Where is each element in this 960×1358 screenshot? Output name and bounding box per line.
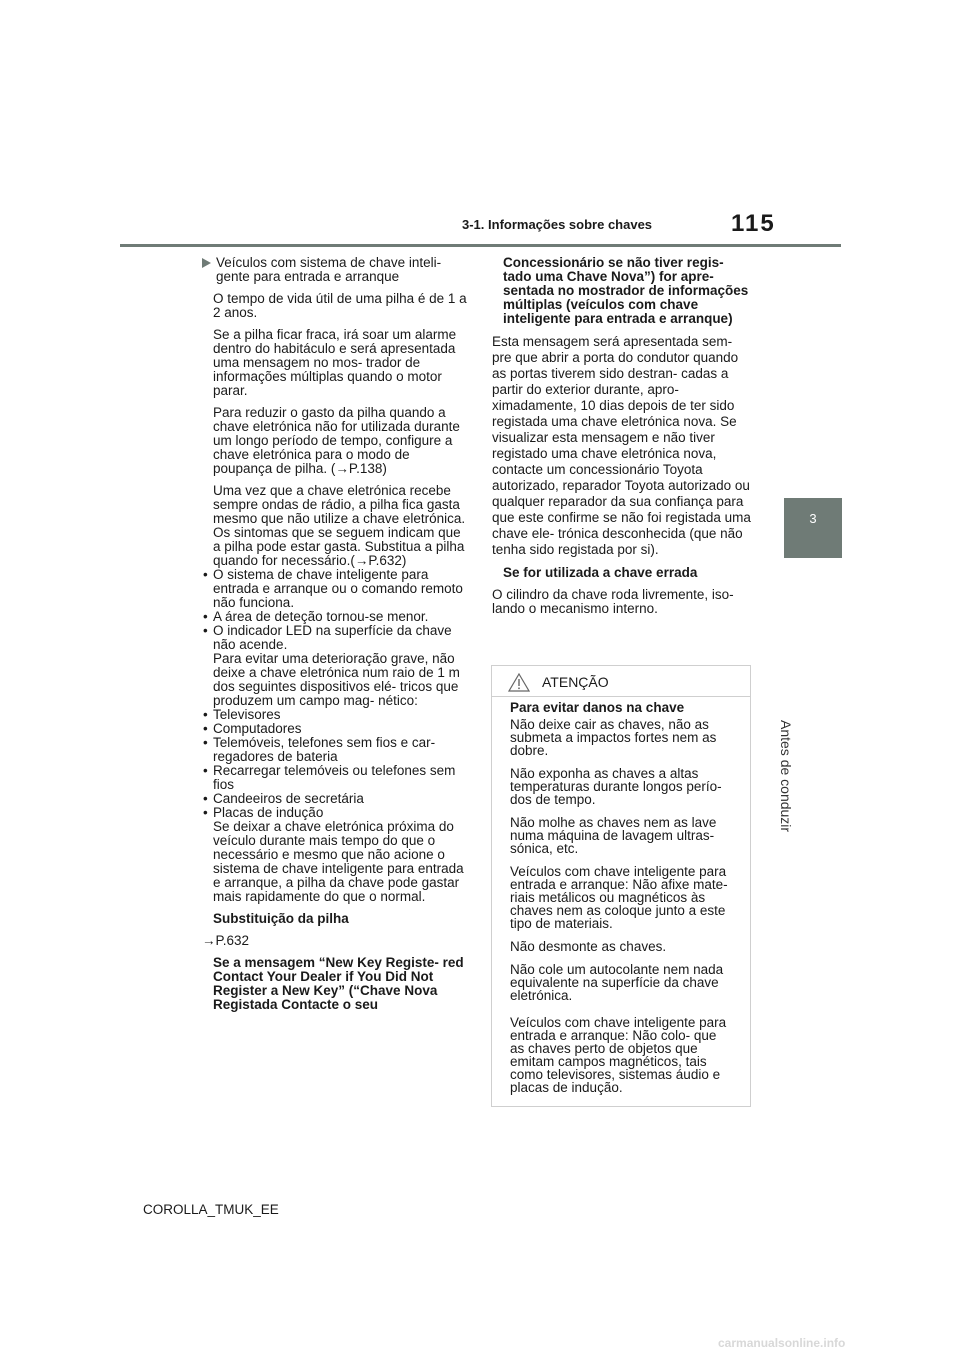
- section-heading: Veículos com sistema de chave inteli- gente para entrada e arranque: [202, 256, 470, 284]
- page-reference[interactable]: →P.632: [202, 933, 250, 948]
- warning-item: Não deixe cair as chaves, não as submeta a impactos fortes nem as dobre.: [510, 717, 717, 758]
- list-item: • Computadores: [202, 722, 470, 736]
- paragraph: O cilindro da chave roda livremente, iso- lando o mecanismo interno.: [492, 587, 734, 616]
- warning-item: Não exponha as chaves a altas temperaturas durante longos perío- dos de tempo.: [510, 766, 722, 807]
- list-item: • Telemóveis, telefones sem fios e car- regadores de bateria: [202, 736, 470, 764]
- paragraph: Esta mensagem será apresentada sem- pre que abrir a porta do condutor quando as portas tiverem sido destran- cadas a partir do exterior durante, apro- ximadamente, 10 dias depois de ter sido registada uma chave eletrónica nova. Se visualizar esta mensagem e não tiver registado uma chave eletrónica nova, contacte um concessionário Toyota autorizado, reparador Toyota autorizado ou qualquer reparador da sua confiança para que este confirme se não foi registada uma chave ele- trónica desconhecida (que não tenha sido registada por si).: [492, 334, 751, 557]
- list-item: • O indicador LED na superfície da chave não acende.: [202, 624, 470, 652]
- warning-item: Veículos com chave inteligente para entrada e arranque: Não colo- que as chaves perto de objetos que emitam campos magnéticos, tais como televisores, sistemas áudio e placas de indução.: [510, 1015, 727, 1095]
- paragraph: Se deixar a chave eletrónica próxima do veículo durante mais tempo do que o necessário e mesmo que não acione o sistema de chave inteligente para entrada e arranque, a pilha da chave pode gastar mais rapidamente do que o normal.: [213, 819, 464, 904]
- list-item: • A área de deteção tornou-se menor.: [202, 610, 470, 624]
- header-divider: [120, 244, 841, 247]
- warning-box: [491, 665, 751, 1107]
- paragraph: O tempo de vida útil de uma pilha é de 1 a 2 anos.: [213, 291, 467, 320]
- symptom-list: [202, 568, 470, 652]
- list-item: • Candeeiros de secretária: [202, 792, 470, 806]
- warning-item: Não desmonte as chaves.: [510, 939, 667, 954]
- chapter-tab[interactable]: 3: [784, 498, 842, 558]
- paragraph: Para evitar uma deterioração grave, não deixe a chave eletrónica num raio de 1 m dos seguintes dispositivos elé- tricos que produzem um campo mag- nético:: [213, 651, 460, 708]
- chapter-title: Antes de conduzir: [778, 720, 794, 833]
- paragraph: Para reduzir o gasto da pilha quando a chave eletrónica não for utilizada durante um longo período de tempo, configure a chave eletrónica para o modo de poupança de pilha. (→P.138): [213, 405, 460, 476]
- warning-item: Não cole um autocolante nem nada equivalente na superfície da chave eletrónica.: [510, 962, 724, 1003]
- warning-item: Não molhe as chaves nem as lave numa máquina de lavagem ultras- sónica, etc.: [510, 815, 717, 856]
- triangle-bullet-icon: [202, 258, 211, 268]
- warning-header: [492, 666, 750, 697]
- right-column: [492, 256, 754, 624]
- left-column: [202, 256, 470, 1012]
- list-item: • Placas de indução: [202, 806, 470, 820]
- subheading: Se for utilizada a chave errada: [503, 565, 698, 580]
- warning-title: ATENÇÃO: [542, 674, 609, 690]
- subheading: Substituição da pilha: [213, 911, 349, 926]
- list-item: • Televisores: [202, 708, 470, 722]
- warning-item: Veículos com chave inteligente para entrada e arranque: Não afixe mate- riais metálicos ou magnéticos às chaves nem as coloque junto a este tipo de materiais.: [510, 864, 728, 931]
- section-title: 3-1. Informações sobre chaves: [462, 217, 653, 232]
- subheading: Concessionário se não tiver regis- tado uma Chave Nova”) for apre- sentada no mostrador de informações múltiplas (veículos com chave inteligente para entrada e arranque): [503, 255, 749, 326]
- list-item: • Recarregar telemóveis ou telefones sem fios: [202, 764, 470, 792]
- page-number: 115: [731, 210, 776, 237]
- paragraph: Uma vez que a chave eletrónica recebe sempre ondas de rádio, a pilha fica gasta mesmo que não utilize a chave eletrónica. Os sintomas que se seguem indicam que a pilha pode estar gasta. Substitua a pilha quando for necessário.(→P.632): [213, 483, 466, 568]
- device-list: [202, 708, 470, 820]
- warning-body: [492, 697, 750, 1094]
- subheading: Se a mensagem “New Key Registe- red Contact Your Dealer if You Did Not Register a New Key” (“Chave Nova Registada Contacte o seu: [213, 955, 464, 1012]
- document-code: COROLLA_TMUK_EE: [143, 1202, 279, 1217]
- warning-heading: Para evitar danos na chave: [510, 700, 685, 715]
- list-item: • O sistema de chave inteligente para entrada e arranque ou o comando remoto não funciona.: [202, 568, 470, 610]
- warning-triangle-icon: [508, 673, 530, 692]
- watermark: carmanualsonline.info: [718, 1336, 846, 1350]
- paragraph: Se a pilha ficar fraca, irá soar um alarme dentro do habitáculo e será apresentada uma mensagem no mos- trador de informações múltiplas quando o motor parar.: [213, 327, 457, 398]
